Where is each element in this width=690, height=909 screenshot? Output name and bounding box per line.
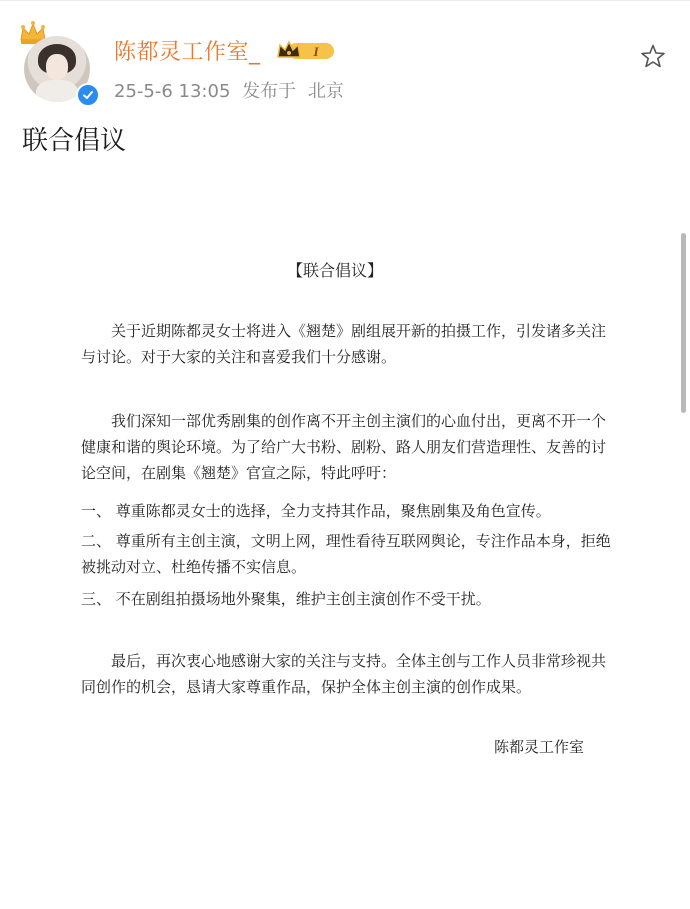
vip-badge-text: I [313,44,319,59]
post-time: 25-5-6 13:05 [114,81,231,102]
author-avatar-block[interactable] [18,20,98,104]
avatar-face [46,54,68,80]
post-title: 联合倡议 [22,126,127,156]
star-icon[interactable] [640,43,666,69]
document-item-3: 三、 不在剧组拍摄场地外聚集，维护主创主演创作不受干扰。 [81,590,491,608]
avatar-dress [36,80,78,102]
verified-icon [76,83,100,107]
location-prefix: 发布于 [242,81,297,102]
vip-badge-icon[interactable] [276,38,336,64]
document-paragraph-2: 我们深知一部优秀剧集的创作离不开主创主演们的心血付出，更离不开一个健康和谐的舆论环境。为了给广大书粉、剧粉、路人朋友们营造理性、友善的讨论空间，在剧集《翘楚》官宣之际，特此呼吁： [81,412,607,482]
document-signature: 陈都灵工作室 [494,738,585,756]
document-item-2: 二、 尊重所有主创主演，文明上网，理性看待互联网舆论，专注作品本身，拒绝被挑动对立、杜绝传播不实信息。 [81,532,611,576]
post-location: 北京 [307,81,344,102]
author-name[interactable]: 陈都灵工作室_ [114,40,261,65]
post-meta [114,77,350,103]
document-paragraph-3: 最后，再次衷心地感谢大家的关注与支持。全体主创与工作人员非常珍视共同创作的机会，恳请大家尊重作品，保护全体主创主演的创作成果。 [81,652,607,696]
document-paragraph-1: 关于近期陈都灵女士将进入《翘楚》剧组展开新的拍摄工作，引发诸多关注与讨论。对于大家的关注和喜爱我们十分感谢。 [81,322,607,366]
document-image[interactable] [70,240,630,800]
scrollbar[interactable] [681,233,686,413]
document-item-1: 一、 尊重陈都灵女士的选择，全力支持其作品，聚焦剧集及角色宣传。 [81,502,551,520]
top-divider [0,0,690,1]
document-heading: 【联合倡议】 [286,261,383,280]
